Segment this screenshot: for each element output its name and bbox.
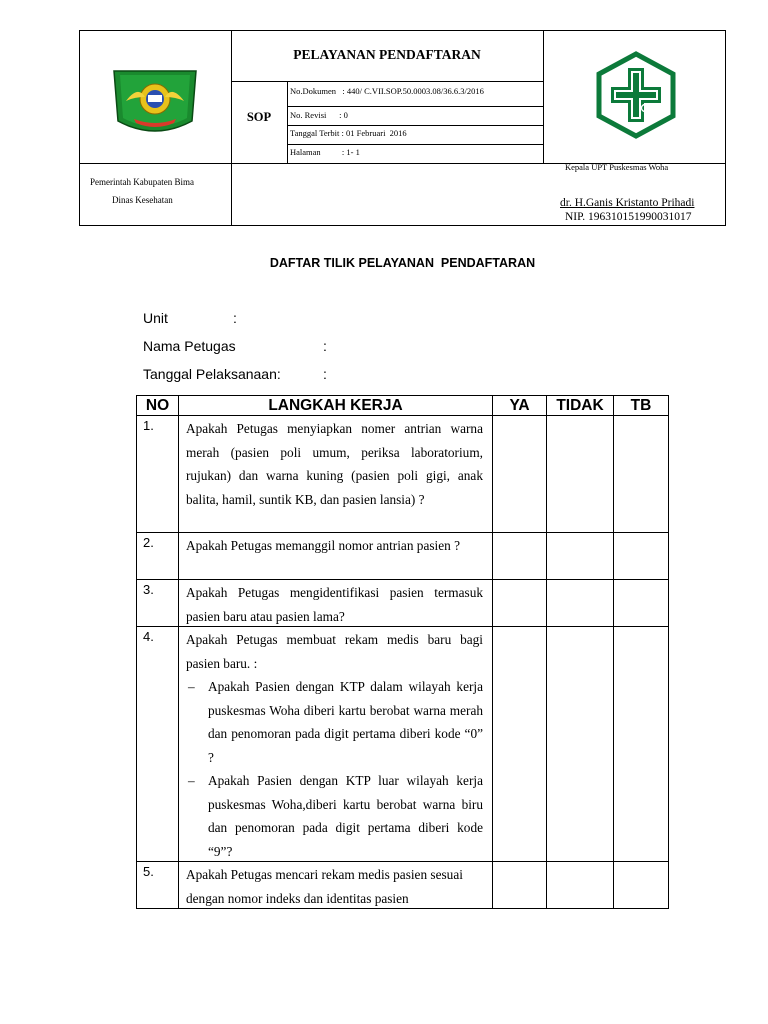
page-field: Halaman : 1- 1: [290, 147, 360, 157]
table-row: [137, 532, 668, 579]
ya-checkbox-cell[interactable]: [493, 580, 547, 626]
row-step-text: Apakah Petugas menyiapkan nomer antrian warna merah (pasien poli umum, periksa laboratorium, rujukan) dan warna kuning (pasien poli gigi, anak balita, hamil, suntik KB, dan pasien lansia) ?: [179, 416, 493, 532]
row-step-cell: [179, 627, 493, 861]
header-step: LANGKAH KERJA: [179, 396, 493, 415]
row-number: 4.: [137, 627, 179, 861]
document-title: DAFTAR TILIK PELAYANAN PENDAFTARAN: [269, 256, 536, 270]
header-no: NO: [137, 396, 179, 415]
header-tb: TB: [630, 397, 652, 414]
government-name: Pemerintah Kabupaten Bima: [90, 177, 194, 187]
table-row: [137, 861, 668, 908]
tb-checkbox-cell[interactable]: [614, 580, 668, 626]
puskesmas-logo-icon: [595, 51, 677, 139]
unit-colon: :: [233, 310, 237, 326]
row-number: 1.: [137, 416, 179, 532]
row-step-text: Apakah Petugas mengidentifikasi pasien termasuk pasien baru atau pasien lama?: [179, 580, 493, 626]
ya-checkbox-cell[interactable]: [493, 862, 547, 908]
tb-checkbox-cell[interactable]: [614, 416, 668, 532]
kabupaten-bima-crest-icon: [112, 69, 198, 137]
department-name: Dinas Kesehatan: [112, 195, 173, 205]
tidak-checkbox-cell[interactable]: [547, 533, 614, 579]
tb-checkbox-cell[interactable]: [614, 627, 668, 861]
ya-checkbox-cell[interactable]: [493, 416, 547, 532]
tidak-checkbox-cell[interactable]: [547, 862, 614, 908]
table-row: [137, 626, 668, 861]
table-row: [137, 415, 668, 532]
table-row: [137, 579, 668, 626]
sub-item: [186, 675, 483, 769]
petugas-colon: :: [323, 338, 327, 354]
row-step-text: Apakah Petugas membuat rekam medis baru bagi pasien baru. :: [186, 632, 483, 671]
sop-label: SOP: [246, 110, 272, 124]
sub-item-text: Apakah Pasien dengan KTP luar wilayah kerja puskesmas Woha,diberi kartu berobat warna biru dan penomoran pada digit pertama diberi kode “9”?: [208, 773, 483, 859]
sop-title: PELAYANAN PENDAFTARAN: [293, 47, 481, 62]
row-step-text: Apakah Petugas memanggil nomor antrian pasien ?: [179, 533, 493, 579]
tidak-checkbox-cell[interactable]: [547, 580, 614, 626]
head-name: dr. H.Ganis Kristanto Prihadi: [560, 197, 695, 209]
sub-item-dash: –: [188, 679, 195, 694]
sub-item-text: Apakah Pasien dengan KTP dalam wilayah kerja puskesmas Woha diberi kartu berobat warna merah dan penomoran pada digit pertama diberi kode “0” ?: [208, 679, 483, 765]
tb-checkbox-cell[interactable]: [614, 862, 668, 908]
sub-item: [186, 769, 483, 863]
sop-header: [79, 30, 726, 226]
header-ya: YA: [493, 396, 547, 415]
header-tidak: TIDAK: [547, 396, 614, 415]
table-header-row: [137, 396, 668, 415]
head-title: Kepala UPT Puskesmas Woha: [565, 162, 669, 172]
tb-checkbox-cell[interactable]: [614, 533, 668, 579]
tanggal-label: Tanggal Pelaksanaan:: [143, 366, 281, 382]
doc-number-field: No.Dokumen : 440/ C.VII.SOP.50.0003.08/36.6.3/2016: [290, 86, 484, 96]
issue-date-field: Tanggal Terbit : 01 Februari 2016: [290, 128, 407, 138]
head-nip: NIP. 196310151990031017: [565, 211, 692, 223]
row-number: 3.: [137, 580, 179, 626]
revision-field: No. Revisi : 0: [290, 110, 348, 120]
checklist-table: [136, 395, 669, 909]
tidak-checkbox-cell[interactable]: [547, 627, 614, 861]
tidak-checkbox-cell[interactable]: [547, 416, 614, 532]
tanggal-colon: :: [323, 366, 327, 382]
ya-checkbox-cell[interactable]: [493, 627, 547, 861]
row-number: 2.: [137, 533, 179, 579]
ya-checkbox-cell[interactable]: [493, 533, 547, 579]
row-number: 5.: [137, 862, 179, 908]
unit-label: Unit: [143, 310, 168, 326]
petugas-label: Nama Petugas: [143, 338, 236, 354]
sub-item-dash: –: [188, 773, 195, 788]
row-step-text: Apakah Petugas mencari rekam medis pasien sesuai dengan nomor indeks dan identitas pasien: [179, 862, 493, 908]
